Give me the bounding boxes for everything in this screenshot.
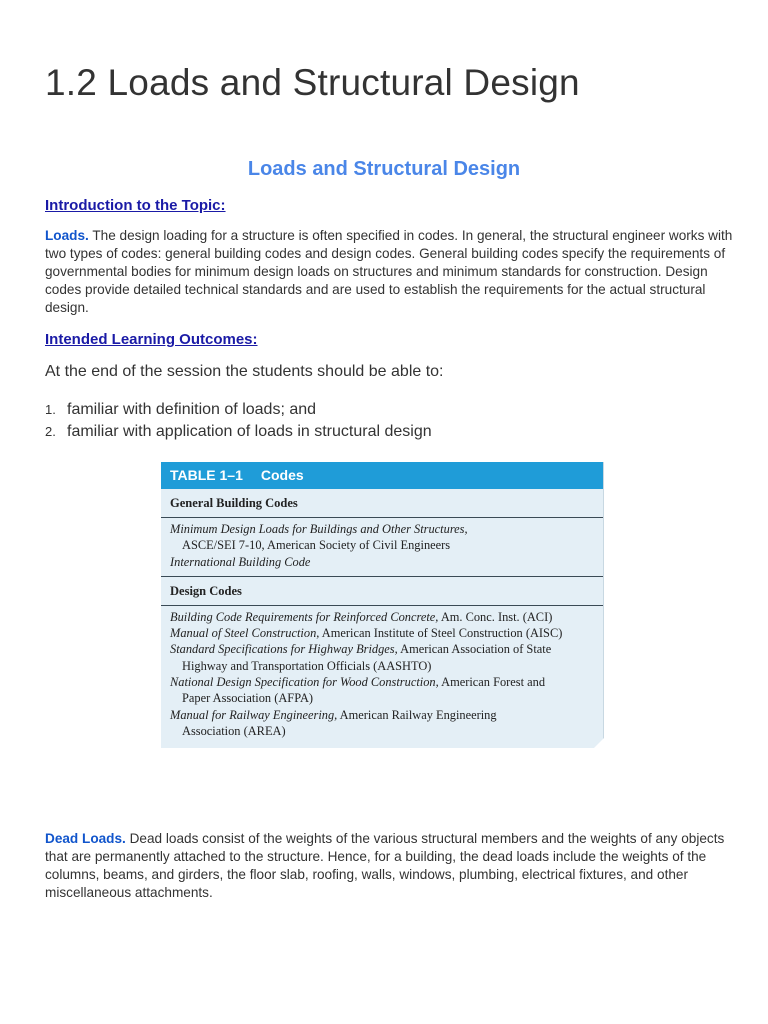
entry-title: National Design Specification for Wood Construction, bbox=[170, 675, 439, 690]
list-number: 1. bbox=[45, 402, 56, 417]
entry-title: Manual of Steel Construction, bbox=[170, 626, 320, 641]
table-entry bbox=[170, 674, 594, 707]
intro-text: The design loading for a structure is often specified in codes. In general, the structural engineer works with two types of codes: general building codes and design codes. General building codes specify the requirements of governmental bodies for minimum design loads on structures and minimum standards for construction. Design codes provide detailed technical standards and are used to establish the requirements for the actual structural design. bbox=[45, 228, 733, 315]
codes-table-figure bbox=[161, 462, 604, 748]
entry-title: Minimum Design Loads for Buildings and Other Structures, bbox=[170, 522, 468, 536]
table-number: TABLE 1–1 bbox=[170, 467, 243, 483]
entry-continuation: Association (AREA) bbox=[182, 723, 286, 738]
table-entry bbox=[170, 609, 594, 625]
outcomes-list bbox=[45, 399, 432, 443]
design-codes-section bbox=[161, 577, 603, 745]
section-heading: Loads and Structural Design bbox=[247, 158, 521, 180]
outcomes-heading: Intended Learning Outcomes: bbox=[45, 331, 258, 348]
table-entry bbox=[170, 707, 594, 740]
entry-title: Standard Specifications for Highway Bridges, bbox=[170, 642, 398, 657]
dead-loads-term: Dead Loads. bbox=[45, 831, 126, 846]
general-codes-heading: General Building Codes bbox=[161, 489, 603, 518]
entry-text: American Association of State bbox=[397, 642, 552, 657]
entry-text: American Institute of Steel Construction (AISC) bbox=[319, 626, 563, 641]
entry-text: Am. Conc. Inst. (ACI) bbox=[438, 609, 553, 624]
page-title: 1.2 Loads and Structural Design bbox=[45, 62, 580, 103]
list-item bbox=[45, 399, 432, 421]
table-entry bbox=[170, 521, 594, 554]
intro-paragraph bbox=[45, 227, 735, 317]
table-entry bbox=[170, 625, 594, 641]
entry-continuation: Highway and Transportation Officials (AASHTO) bbox=[182, 658, 432, 673]
table-entry bbox=[170, 554, 594, 570]
outcomes-lead: At the end of the session the students should be able to: bbox=[45, 363, 444, 380]
dead-loads-paragraph bbox=[45, 830, 735, 902]
entry-text: American Railway Engineering bbox=[337, 707, 497, 722]
intro-heading: Introduction to the Topic: bbox=[45, 197, 226, 214]
entry-continuation: ASCE/SEI 7-10, American Society of Civil Engineers bbox=[182, 538, 451, 553]
table-title: Codes bbox=[260, 467, 304, 483]
entry-continuation: Paper Association (AFPA) bbox=[182, 691, 314, 706]
entry-title: International Building Code bbox=[170, 554, 311, 569]
general-codes-section bbox=[161, 489, 603, 577]
entry-title: Building Code Requirements for Reinforced Concrete, bbox=[170, 609, 439, 624]
table-header bbox=[161, 462, 603, 489]
loads-term: Loads. bbox=[45, 228, 89, 243]
dead-loads-text: Dead loads consist of the weights of the various structural members and the weights of any objects that are permanently attached to the structure. Hence, for a building, the dead loads include the weights of the columns, beams, and girders, the floor slab, roofing, walls, windows, plumbing, electrical fixtures, and other miscellaneous attachments. bbox=[45, 831, 725, 900]
list-number: 2. bbox=[45, 424, 56, 439]
table-entry bbox=[170, 641, 594, 674]
entry-text: American Forest and bbox=[438, 675, 546, 690]
design-codes-heading: Design Codes bbox=[161, 577, 603, 606]
list-item-text: familiar with definition of loads; and bbox=[67, 401, 317, 418]
list-item-text: familiar with application of loads in structural design bbox=[67, 423, 432, 440]
page-fold-decoration bbox=[594, 738, 604, 748]
list-item bbox=[45, 421, 432, 443]
entry-title: Manual for Railway Engineering, bbox=[170, 707, 338, 722]
